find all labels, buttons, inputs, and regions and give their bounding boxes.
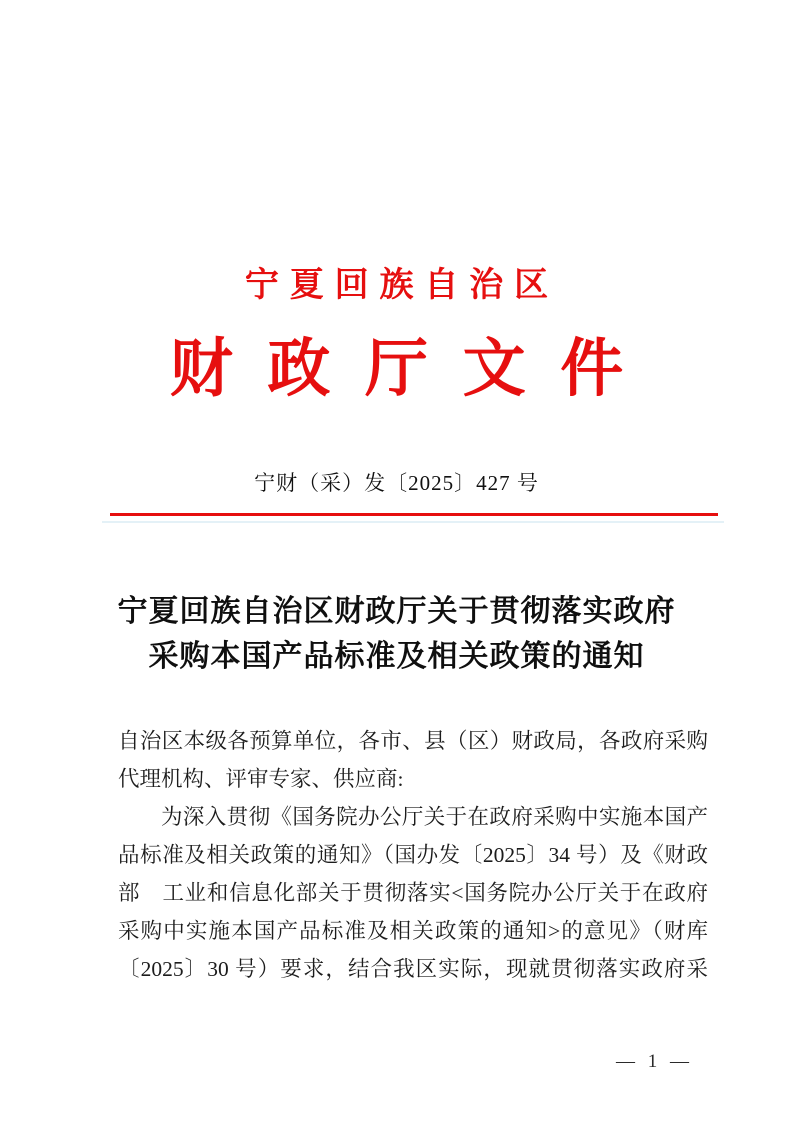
body-line-paragraph: 〔2025〕30 号）要求，结合我区实际，现就贯彻落实政府采 [118,957,708,981]
issuing-region-name: 宁夏回族自治区 [244,267,560,304]
page-number: — 1 — [616,1051,693,1072]
document-type-heading: 财政厅文件 [169,334,658,404]
document-title-line-1: 宁夏回族自治区财政厅关于贯彻落实政府 [117,595,676,628]
document-body [118,722,708,988]
body-line-salutation-1: 自治区本级各预算单位，各市、县（区）财政局，各政府采购 [118,729,708,753]
body-line-paragraph: 品标准及相关政策的通知》（国办发〔2025〕34 号）及《财政 [118,843,708,867]
scan-artifact-line [102,521,724,523]
letterhead-divider-line [110,513,718,516]
body-line-paragraph: 为深入贯彻《国务院办公厅关于在政府采购中实施本国产 [161,805,708,829]
body-line-paragraph: 采购中实施本国产品标准及相关政策的通知>的意见》（财库 [118,919,708,943]
body-line-salutation-2: 代理机构、评审专家、供应商: [118,767,404,791]
body-line-paragraph: 部 工业和信息化部关于贯彻落实<国务院办公厅关于在政府 [118,881,708,905]
document-title-line-2: 采购本国产品标准及相关政策的通知 [148,640,645,673]
document-reference-number: 宁财（采）发〔2025〕427 号 [254,471,539,495]
document-title [0,589,793,679]
